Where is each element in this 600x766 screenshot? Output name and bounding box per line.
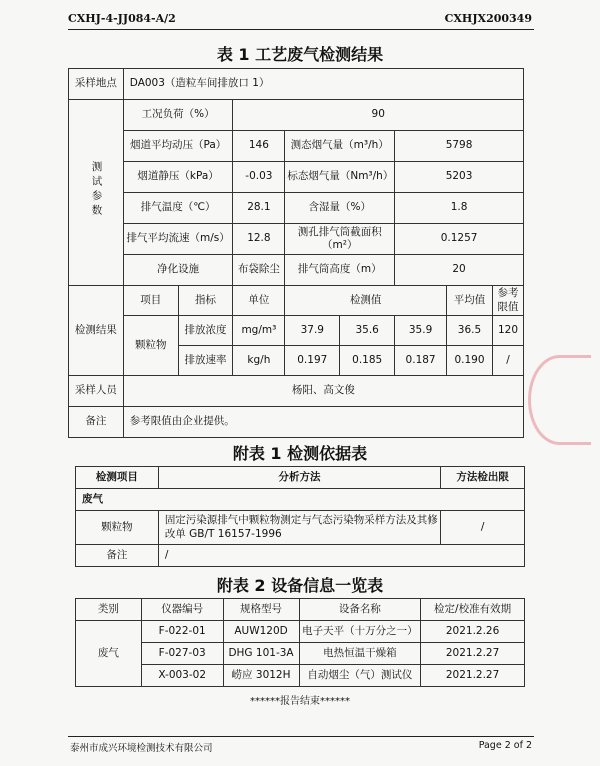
sampler-value: 杨阳、高文俊 [123, 376, 523, 407]
col-avg: 平均值 [447, 286, 493, 316]
flue-press-value: 146 [233, 131, 285, 162]
col-limit: 参考限值 [492, 286, 523, 316]
r2-avg: 0.190 [447, 346, 493, 376]
vel-label: 排气平均流速（m/s） [123, 224, 233, 255]
param-group-label: 测试参数 [69, 100, 124, 286]
equip-no: F-022-01 [141, 621, 223, 643]
equip-model: 崂应 3012H [223, 665, 299, 687]
equip-name: 自动烟尘（气）测试仪 [299, 665, 421, 687]
equip-model: DHG 101-3A [223, 643, 299, 665]
exhaust-results-table [68, 68, 524, 438]
note-value: 参考限值由企业提供。 [123, 407, 523, 438]
col-unit: 单位 [233, 286, 285, 316]
method-basis-table [75, 466, 525, 567]
std-flow-value: 5203 [395, 162, 524, 193]
r1-index: 排放浓度 [178, 316, 233, 346]
height-value: 20 [395, 255, 524, 286]
static-label: 烟道静压（kPa） [123, 162, 233, 193]
r2-limit: / [492, 346, 523, 376]
std-flow-label: 标态烟气量（Nm³/h） [285, 162, 395, 193]
method-item: 颗粒物 [76, 511, 159, 545]
r1-limit: 120 [492, 316, 523, 346]
official-stamp [528, 355, 591, 445]
r2-v3: 0.187 [395, 346, 447, 376]
meas-flow-label: 测态烟气量（m³/h） [285, 131, 395, 162]
height-label: 排气筒高度（m） [285, 255, 395, 286]
flue-press-label: 烟道平均动压（Pa） [123, 131, 233, 162]
col-model: 规格型号 [223, 599, 299, 621]
result-group-label: 检测结果 [69, 286, 124, 376]
r1-v3: 35.9 [395, 316, 447, 346]
col-instr-no: 仪器编号 [141, 599, 223, 621]
equip-name: 电子天平（十万分之一） [299, 621, 421, 643]
col-category: 类别 [76, 599, 142, 621]
equipment-table [75, 598, 525, 687]
site-label: 采样地点 [69, 69, 124, 100]
r1-v2: 35.6 [340, 316, 395, 346]
site-value: DA003（造粒车间排放口 1） [123, 69, 523, 100]
equip-category: 废气 [76, 621, 142, 687]
static-value: -0.03 [233, 162, 285, 193]
r2-v1: 0.197 [285, 346, 340, 376]
equip-date: 2021.2.27 [421, 643, 525, 665]
equip-name: 电热恒温干燥箱 [299, 643, 421, 665]
equip-date: 2021.2.26 [421, 621, 525, 643]
col-value: 检测值 [285, 286, 447, 316]
method-note-label: 备注 [76, 545, 159, 567]
col-test-item: 检测项目 [76, 467, 159, 489]
moist-label: 含湿量（%） [285, 193, 395, 224]
table3-title: 附表 2 设备信息一览表 [216, 576, 384, 595]
method-note-value: / [158, 545, 524, 567]
load-label: 工况负荷（%） [123, 100, 233, 131]
category-row: 废气 [76, 489, 525, 511]
col-index: 指标 [178, 286, 233, 316]
temp-value: 28.1 [233, 193, 285, 224]
vel-value: 12.8 [233, 224, 285, 255]
area-value: 0.1257 [395, 224, 524, 255]
note-label: 备注 [69, 407, 124, 438]
r1-v1: 37.9 [285, 316, 340, 346]
r1-avg: 36.5 [447, 316, 493, 346]
meas-flow-value: 5798 [395, 131, 524, 162]
table1-title: 表 1 工艺废气检测结果 [216, 45, 384, 64]
purify-label: 净化设施 [123, 255, 233, 286]
moist-value: 1.8 [395, 193, 524, 224]
equip-date: 2021.2.27 [421, 665, 525, 687]
method-limit: / [441, 511, 525, 545]
sampler-label: 采样人员 [69, 376, 124, 407]
col-device-name: 设备名称 [299, 599, 421, 621]
purify-value: 布袋除尘 [233, 255, 285, 286]
temp-label: 排气温度（℃） [123, 193, 233, 224]
report-code: CXHJ-4-JJ084-A/2 [68, 12, 176, 25]
equip-model: AUW120D [223, 621, 299, 643]
method-text: 固定污染源排气中颗粒物测定与气态污染物采样方法及其修改单 GB/T 16157-1996 [158, 511, 440, 545]
col-method: 分析方法 [158, 467, 440, 489]
area-label: 测孔排气筒截面积（m²） [285, 224, 395, 255]
r2-index: 排放速率 [178, 346, 233, 376]
col-valid-until: 检定/校准有效期 [421, 599, 525, 621]
table2-title: 附表 1 检测依据表 [232, 444, 368, 463]
page-number: Page 2 of 2 [478, 740, 532, 751]
col-detect-limit: 方法检出限 [441, 467, 525, 489]
header-rule [68, 29, 534, 30]
equip-no: X-003-02 [141, 665, 223, 687]
r2-unit: kg/h [233, 346, 285, 376]
r2-v2: 0.185 [340, 346, 395, 376]
r1-unit: mg/m³ [233, 316, 285, 346]
load-value: 90 [233, 100, 524, 131]
pollutant-name: 颗粒物 [123, 316, 178, 376]
report-number: CXHJX200349 [444, 12, 532, 25]
equip-no: F-027-03 [141, 643, 223, 665]
col-item: 项目 [123, 286, 178, 316]
footer-rule [68, 736, 534, 737]
report-end-marker: ******报告结束****** [250, 696, 350, 707]
company-name: 泰州市成兴环境检测技术有限公司 [70, 743, 213, 754]
